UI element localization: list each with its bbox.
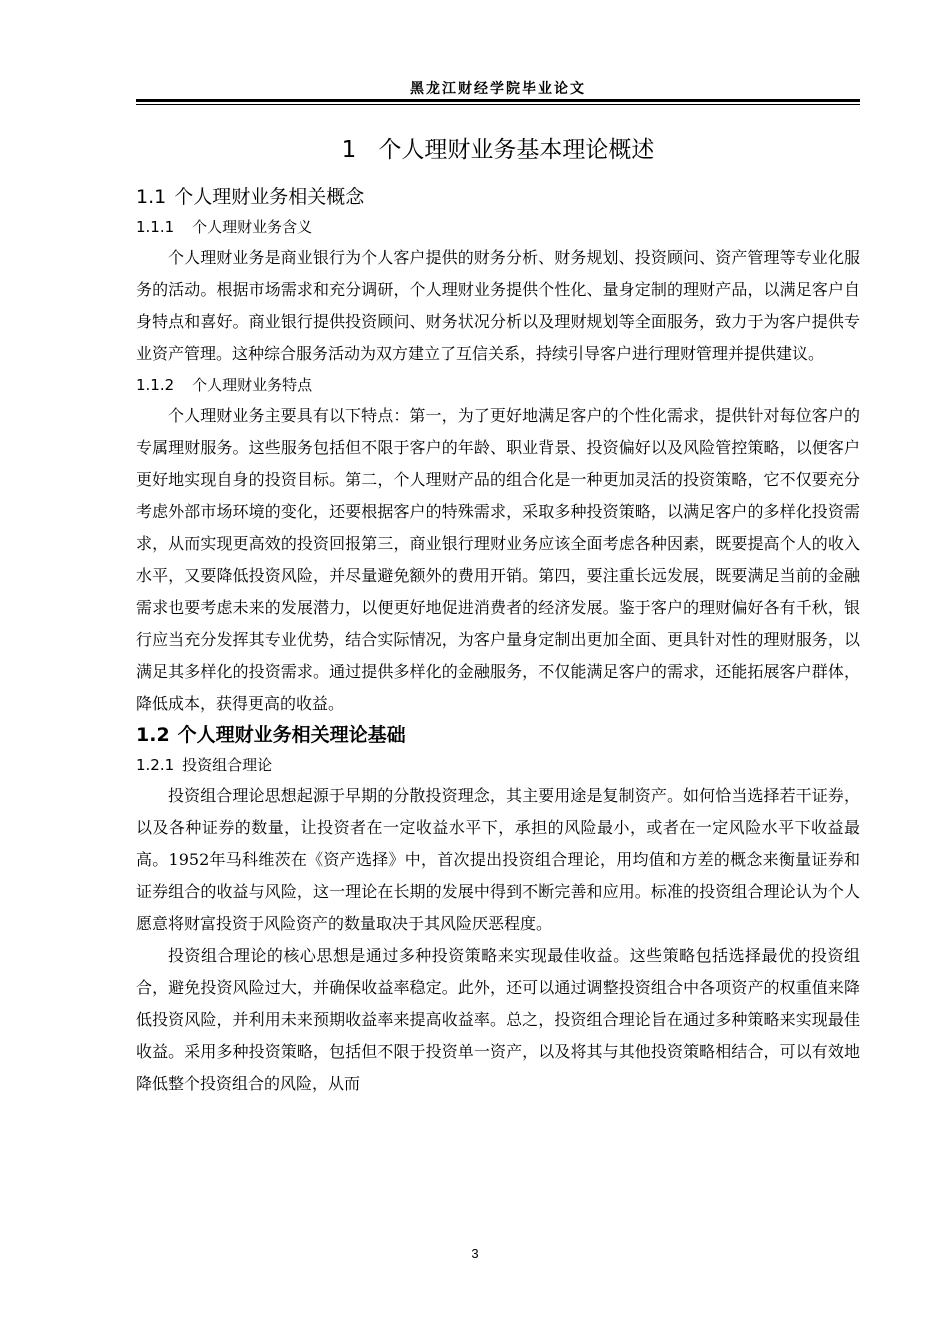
section-number: 1.2 [136, 724, 170, 746]
subsection-title [136, 370, 860, 400]
body-paragraph: 投资组合理论的核心思想是通过多种投资策略来实现最佳收益。这些策略包括选择最优的投资组合，避免投资风险过大，并确保收益率稳定。此外，还可以通过调整投资组合中各项资产的权重值来降低投资风险，并利用未来预期收益率来提高收益率。总之，投资组合理论旨在通过多种策略来实现最佳收益。采用多种投资策略，包括但不限于投资单一资产，以及将其与其他投资策略相结合，可以有效地降低整个投资组合的风险，从而 [136, 946, 860, 1093]
subsection-title-text: 个人理财业务特点 [192, 376, 313, 394]
page-number: 3 [471, 1246, 479, 1261]
section-title-text: 个人理财业务相关理论基础 [177, 724, 406, 746]
chapter-title-text: 个人理财业务基本理论概述 [378, 137, 655, 163]
header-rule-thick [136, 99, 860, 102]
body-paragraph: 个人理财业务主要具有以下特点：第一，为了更好地满足客户的个性化需求，提供针对每位客户的专属理财服务。这些服务包括但不限于客户的年龄、职业背景、投资偏好以及风险管控策略，以便客户更好地实现自身的投资目标。第二，个人理财产品的组合化是一种更加灵活的投资策略，它不仅要充分考虑外部市场环境的变化，还要根据客户的特殊需求，采取多种投资策略，以满足客户的多样化投资需求，从而实现更高效的投资回报第三，商业银行理财业务应该全面考虑各种因素，既要提高个人的收入水平，又要降低投资风险，并尽量避免额外的费用开销。第四，要注重长远发展，既要满足当前的金融需求也要考虑未来的发展潜力，以便更好地促进消费者的经济发展。鉴于客户的理财偏好各有千秋，银行应当充分发挥其专业优势，结合实际情况，为客户量身定制出更加全面、更具针对性的理财服务，以满足其多样化的投资需求。通过提供多样化的金融服务，不仅能满足客户的需求，还能拓展客户群体，降低成本，获得更高的收益。 [136, 406, 860, 713]
section-title [136, 182, 860, 212]
subsection-number: 1.1.2 [136, 376, 175, 394]
chapter-number: 1 [341, 137, 357, 163]
subsection-title [136, 750, 860, 780]
subsection-title-text: 投资组合理论 [182, 756, 273, 774]
chapter-title [136, 132, 860, 168]
body-paragraph: 投资组合理论思想起源于早期的分散投资理念，其主要用途是复制资产。如何恰当选择若干证券，以及各种证券的数量，让投资者在一定收益水平下，承担的风险最小，或者在一定风险水平下收益最高。1952年马科维茨在《资产选择》中，首次提出投资组合理论，用均值和方差的概念来衡量证券和证券组合的收益与风险，这一理论在长期的发展中得到不断完善和应用。标准的投资组合理论认为个人愿意将财富投资于风险资产的数量取决于其风险厌恶程度。 [136, 786, 860, 933]
subsection-number: 1.2.1 [136, 756, 175, 774]
subsection-title-text: 个人理财业务含义 [192, 218, 313, 236]
section-number: 1.1 [136, 186, 167, 208]
subsection-title [136, 212, 860, 242]
subsection-number: 1.1.1 [136, 218, 175, 236]
running-header: 黑龙江财经学院毕业论文 [410, 81, 586, 97]
section-title-text: 个人理财业务相关概念 [174, 186, 365, 208]
section-title [136, 720, 860, 750]
body-paragraph: 个人理财业务是商业银行为个人客户提供的财务分析、财务规划、投资顾问、资产管理等专业化服务的活动。根据市场需求和充分调研，个人理财业务提供个性化、量身定制的理财产品，以满足客户自身特点和喜好。商业银行提供投资顾问、财务状况分析以及理财规划等全面服务，致力于为客户提供专业资产管理。这种综合服务活动为双方建立了互信关系，持续引导客户进行理财管理并提供建议。 [136, 248, 860, 363]
header-rule-thin [136, 104, 860, 105]
page-body [136, 132, 860, 1100]
